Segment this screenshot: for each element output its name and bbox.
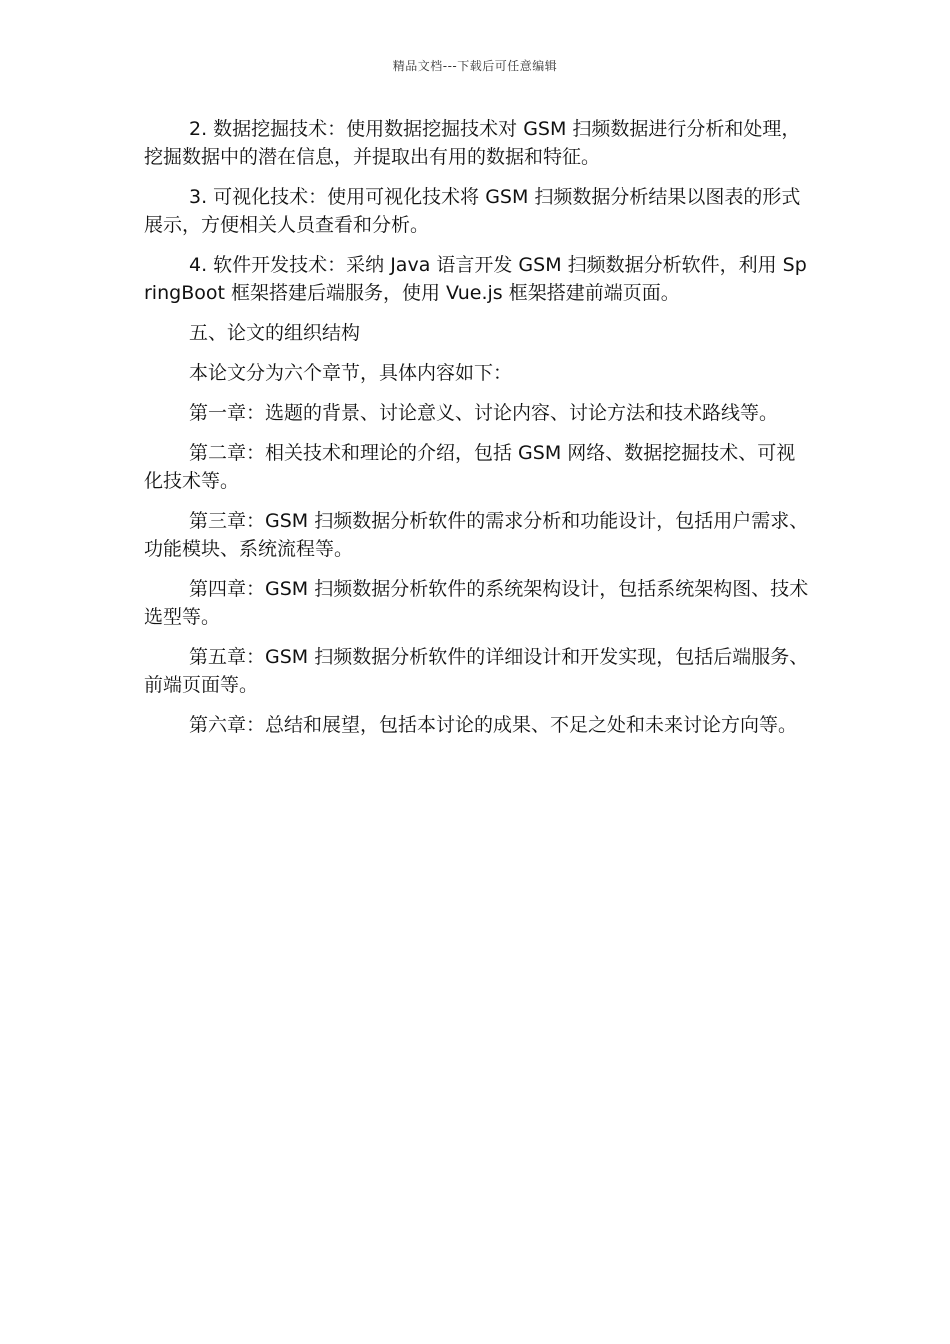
paragraph-chapter-intro: 本论文分为六个章节，具体内容如下： — [189, 362, 513, 384]
paragraph-data-mining: 2. 数据挖掘技术：使用数据挖掘技术对 GSM 扫频数据进行分析和处理，挖掘数据中的潜在信息，并提取出有用的数据和特征。 — [144, 118, 801, 168]
page-header: 精品文档---下载后可任意编辑 — [392, 59, 558, 73]
paragraph-chapter-1: 第一章：选题的背景、讨论意义、讨论内容、讨论方法和技术路线等。 — [189, 402, 779, 424]
paragraph-chapter-6: 第六章：总结和展望，包括本讨论的成果、不足之处和未来讨论方向等。 — [189, 714, 798, 736]
paragraph-chapter-5: 第五章：GSM 扫频数据分析软件的详细设计和开发实现，包括后端服务、前端页面等。 — [144, 646, 809, 696]
paragraph-visualization: 3. 可视化技术：使用可视化技术将 GSM 扫频数据分析结果以图表的形式展示，方便相关人员查看和分析。 — [144, 186, 801, 236]
paragraph-chapter-3: 第三章：GSM 扫频数据分析软件的需求分析和功能设计，包括用户需求、功能模块、系统流程等。 — [144, 510, 809, 560]
paragraph-chapter-4: 第四章：GSM 扫频数据分析软件的系统架构设计，包括系统架构图、技术选型等。 — [144, 578, 809, 628]
document-body — [144, 115, 814, 751]
paragraph-chapter-2: 第二章：相关技术和理论的介绍，包括 GSM 网络、数据挖掘技术、可视化技术等。 — [144, 442, 796, 492]
paragraph-software-dev: 4. 软件开发技术：采纳 Java 语言开发 GSM 扫频数据分析软件，利用 SpringBoot 框架搭建后端服务，使用 Vue.js 框架搭建前端页面。 — [144, 254, 807, 304]
section-heading-structure: 五、论文的组织结构 — [189, 322, 361, 344]
